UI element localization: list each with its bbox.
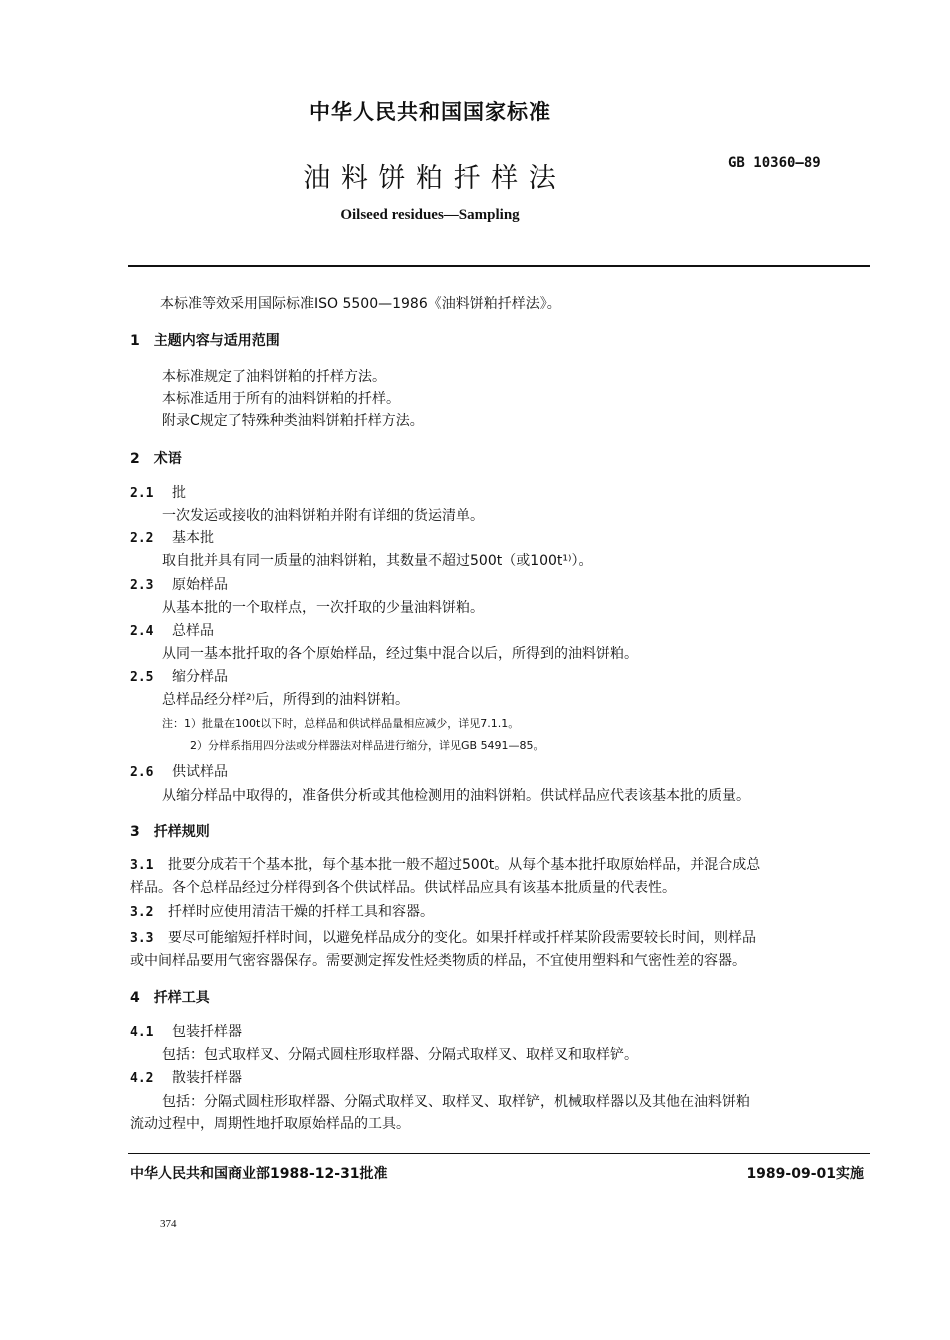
term-heading: 散装扦样器	[172, 1070, 242, 1086]
clause-number: 3.1	[130, 858, 154, 873]
term-definition: 从缩分样品中取得的，准备供分析或其他检测用的油料饼粕。供试样品应代表该基本批的质量。	[162, 788, 750, 804]
clause-text: 要尽可能缩短扦样时间，以避免样品成分的变化。如果扦样或扦样某阶段需要较长时间，则样品	[168, 930, 756, 946]
term-definition: 一次发运或接收的油料饼粕并附有详细的货运清单。	[162, 508, 484, 524]
clause-text: 流动过程中，周期性地扦取原始样品的工具。	[130, 1116, 410, 1132]
standard-org-title: 中华人民共和国国家标准	[309, 100, 551, 124]
clause-number: 4.2	[130, 1071, 154, 1086]
clause-text: 或中间样品要用气密容器保存。需要测定挥发性烃类物质的样品，不宜使用塑料和气密性差的容器。	[130, 953, 746, 969]
term-heading: 批	[172, 485, 186, 501]
clause-number: 3.3	[130, 931, 154, 946]
clause-text: 批要分成若干个基本批，每个基本批一般不超过500t。从每个基本批扦取原始样品，并混合成总	[168, 857, 761, 873]
term-heading: 包装扦样器	[172, 1024, 242, 1040]
intro-paragraph: 本标准等效采用国际标准ISO 5500—1986《油料饼粕扦样法》。	[160, 296, 561, 312]
section-4-heading: 4 扦样工具	[130, 990, 210, 1006]
section-1-paragraph: 本标准适用于所有的油料饼粕的扦样。	[162, 391, 400, 407]
term-definition: 从基本批的一个取样点，一次扦取的少量油料饼粕。	[162, 600, 484, 616]
footnote: 注：1）批量在100t以下时，总样品和供试样品量相应减少，详见7.1.1。	[162, 717, 520, 730]
section-3-heading: 3 扦样规则	[130, 824, 210, 840]
footnote: 2）分样系指用四分法或分样器法对样品进行缩分，详见GB 5491—85。	[190, 739, 545, 752]
clause-text: 包括：包式取样叉、分隔式圆柱形取样器、分隔式取样叉、取样叉和取样铲。	[162, 1047, 638, 1063]
standard-code: GB 10360—89	[728, 155, 821, 171]
clause-text: 样品。各个总样品经过分样得到各个供试样品。供试样品应具有该基本批质量的代表性。	[130, 880, 676, 896]
approval-line: 中华人民共和国商业部1988-12-31批准	[130, 1166, 388, 1182]
term-heading: 原始样品	[172, 577, 228, 593]
term-definition: 从同一基本批扦取的各个原始样品，经过集中混合以后，所得到的油料饼粕。	[162, 646, 638, 662]
term-heading: 缩分样品	[172, 669, 228, 685]
page-number: 374	[160, 1218, 177, 1230]
clause-number: 2.2	[130, 531, 154, 546]
section-2-heading: 2 术语	[130, 451, 182, 467]
clause-number: 2.1	[130, 486, 154, 501]
section-1-paragraph: 附录C规定了特殊种类油料饼粕扦样方法。	[162, 413, 424, 429]
document-title-cn: 油 料 饼 粕 扦 样 法	[303, 163, 557, 194]
section-1-heading: 1 主题内容与适用范围	[130, 333, 280, 349]
clause-number: 2.5	[130, 670, 154, 685]
section-1-paragraph: 本标准规定了油料饼粕的扦样方法。	[162, 369, 386, 385]
effective-date: 1989-09-01实施	[746, 1166, 864, 1182]
clause-text: 包括：分隔式圆柱形取样器、分隔式取样叉、取样叉、取样铲，机械取样器以及其他在油料饼粕	[162, 1094, 750, 1110]
term-heading: 供试样品	[172, 764, 228, 780]
term-heading: 基本批	[172, 530, 214, 546]
footer-rule	[128, 1153, 870, 1154]
clause-text: 扦样时应使用清洁干燥的扦样工具和容器。	[168, 904, 434, 920]
clause-number: 2.3	[130, 578, 154, 593]
term-definition: 总样品经分样²⁾后，所得到的油料饼粕。	[162, 692, 410, 708]
document-title-en: Oilseed residues—Sampling	[340, 207, 520, 223]
clause-number: 3.2	[130, 905, 154, 920]
term-definition: 取自批并具有同一质量的油料饼粕，其数量不超过500t（或100t¹⁾）。	[162, 553, 593, 569]
clause-number: 4.1	[130, 1025, 154, 1040]
header-rule	[128, 265, 870, 267]
clause-number: 2.6	[130, 765, 154, 780]
clause-number: 2.4	[130, 624, 154, 639]
term-heading: 总样品	[172, 623, 214, 639]
